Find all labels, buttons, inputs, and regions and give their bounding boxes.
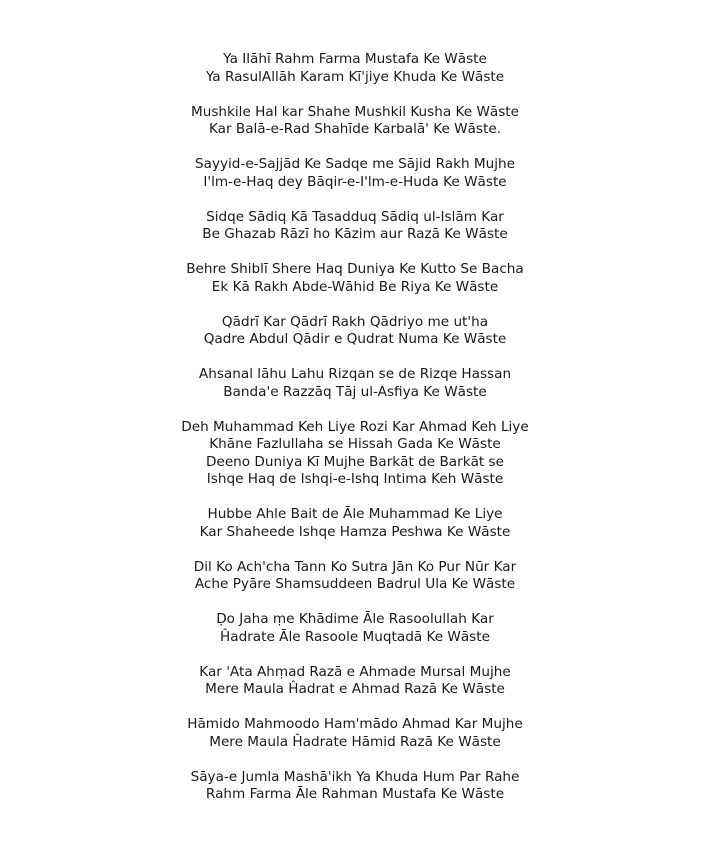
verse-line: Hubbe Ahle Bait de Āle Muhammad Ke Liye xyxy=(207,506,503,522)
stanza xyxy=(0,559,710,594)
verse-line: Rahm Farma Āle Rahman Mustafa Ke Wāste xyxy=(205,786,505,802)
verse-line: Kar Balā-e-Rad Shahīde Karbalā' Ke Wāste. xyxy=(208,121,502,137)
stanza xyxy=(0,506,710,541)
stanza xyxy=(0,156,710,191)
verse-line: Sidqe Sādiq Kā Tasadduq Sādiq ul-Islām Kar xyxy=(206,208,504,225)
verse-line: Deh Muhammad Keh Liye Rozi Kar Ahmad Keh Liye xyxy=(181,418,529,435)
stanza xyxy=(0,51,710,86)
verse-line: Ḍo Jaha ṃe Khādime Āle Rasoolullah Kar xyxy=(216,611,494,627)
stanza xyxy=(0,366,710,401)
verse-line: Be Ghazab Rāzī ho Kāzim aur Razā Ke Wāste xyxy=(202,226,508,242)
verse-line: Mere Maula Ĥadrate Hāmid Razā Ke Wāste xyxy=(209,733,501,750)
poem-text xyxy=(0,51,710,821)
verse-line: Sayyid-e-Sajjād Ke Sadqe me Sājid Rakh Mujhe xyxy=(194,156,516,172)
verse-line: Banda'e Razzāq Tāj ul-Asfiya Ke Wāste xyxy=(223,383,487,400)
verse-line: Qadre Abdul Qādir e Qudrat Numa Ke Wāste xyxy=(203,331,507,347)
stanza xyxy=(0,419,710,489)
stanza xyxy=(0,716,710,751)
verse-line: Ĥadrate Āle Rasoole Muqtadā Ke Wāste xyxy=(220,628,490,645)
stanza xyxy=(0,664,710,699)
stanza xyxy=(0,314,710,349)
verse-line: Qādrī Kar Qādrī Rakh Qādriyo me ut'ha xyxy=(221,313,489,330)
verse-line: Ya RasulAllāh Karam Kī'jiye Khuda Ke Wāste xyxy=(205,68,505,85)
verse-line: Hāmido Mahmoodo Ham'mādo Ahmad Kar Mujhe xyxy=(187,716,523,732)
verse-line: Ishqe Haq de Ishqi-e-Ishq Intima Keh Wāste xyxy=(206,471,504,487)
verse-line: Mushkile Hal kar Shahe Mushkil Kusha Ke Wāste xyxy=(190,103,519,120)
stanza xyxy=(0,209,710,244)
verse-line: I'lm-e-Haq dey Bāqir-e-I'lm-e-Huda Ke Wāste xyxy=(203,173,507,190)
verse-line: Ahsanal lāhu Lahu Rizqan se de Rizqe Hassan xyxy=(198,366,512,382)
verse-line: Ek Kā Rakh Abde-Wāhid Be Riya Ke Wāste xyxy=(211,278,499,295)
verse-line: Deeno Duniya Kī Mujhe Barkāt de Barkāt se xyxy=(205,453,504,470)
verse-line: Ache Pyāre Shamsuddeen Badrul Ula Ke Wāste xyxy=(194,576,516,592)
stanza xyxy=(0,769,710,804)
verse-line: Behre Shiblī Shere Haq Duniya Ke Kutto Se Bacha xyxy=(186,261,524,277)
stanza xyxy=(0,611,710,646)
verse-line: Mere Maula Ĥadrat e Ahmad Razā Ke Wāste xyxy=(205,681,505,697)
stanza xyxy=(0,261,710,296)
verse-line: Kar Shaheede Ishqe Hamza Peshwa Ke Wāste xyxy=(199,523,511,540)
verse-line: Kar 'Ata Ahṃad Razā e Ahmade Mursal Mujhe xyxy=(199,663,511,680)
verse-line: Dil Ko Ach'cha Tann Ko Sutra Jān Ko Pur Nūr Kar xyxy=(193,558,517,575)
verse-line: Ya Ilāhī Rahm Farma Mustafa Ke Wāste xyxy=(223,51,487,67)
verse-line: Sāya-e Jumla Mashā'ikh Ya Khuda Hum Par Rahe xyxy=(190,768,520,785)
stanza xyxy=(0,104,710,139)
verse-line: Khāne Fazlullaha se Hissah Gada Ke Wāste xyxy=(209,436,501,452)
